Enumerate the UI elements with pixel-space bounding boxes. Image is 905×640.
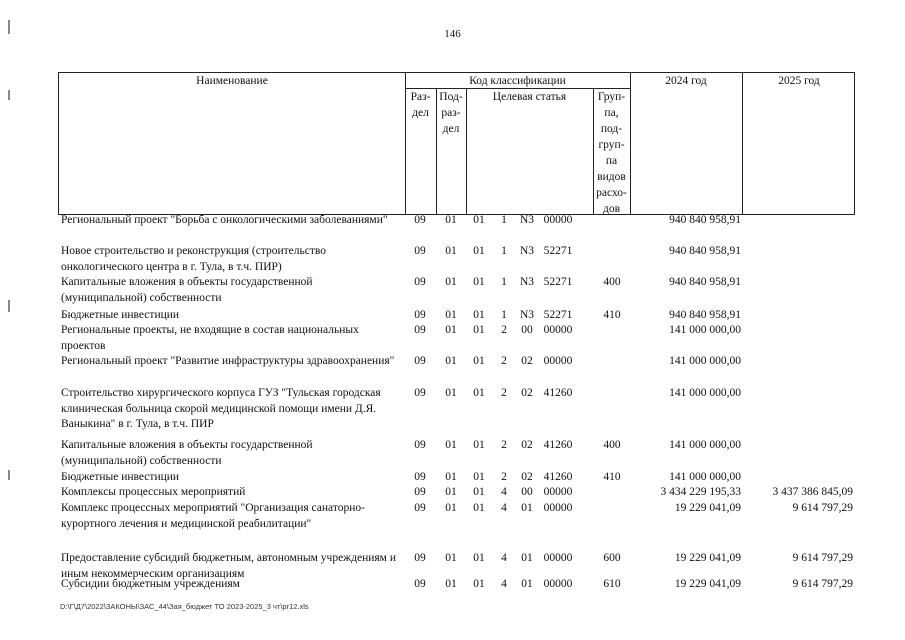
row-cs3: 01 bbox=[521, 552, 533, 564]
row-cs3: 02 bbox=[521, 355, 533, 367]
row-cs4: 00000 bbox=[543, 324, 573, 336]
row-2025-amount: 9 614 797,29 bbox=[792, 578, 853, 590]
row-cs3: 02 bbox=[521, 471, 533, 483]
row-cs3: 01 bbox=[521, 502, 533, 514]
row-name: Комплексы процессных мероприятий bbox=[61, 486, 246, 498]
header-section: Раз- дел bbox=[410, 91, 431, 119]
margin-mark bbox=[8, 470, 10, 480]
row-podrazdel: 01 bbox=[445, 324, 457, 336]
row-cs1: 01 bbox=[473, 439, 485, 451]
row-vid: 410 bbox=[603, 471, 621, 483]
page-number: 146 bbox=[444, 28, 461, 40]
row-cs2: 1 bbox=[501, 245, 507, 257]
row-podrazdel: 01 bbox=[445, 439, 457, 451]
row-vid: 400 bbox=[603, 439, 621, 451]
row-cs1: 01 bbox=[473, 486, 485, 498]
row-vid: 400 bbox=[603, 276, 621, 288]
header-expense-group: Груп- па, под- груп- па видов расхо- дов bbox=[596, 91, 627, 215]
margin-mark bbox=[8, 90, 10, 100]
row-podrazdel: 01 bbox=[445, 214, 457, 226]
row-vid: 410 bbox=[603, 309, 621, 321]
header-code: Код классификации bbox=[469, 75, 566, 87]
row-podrazdel: 01 bbox=[445, 245, 457, 257]
row-name: Бюджетные инвестиции bbox=[61, 309, 180, 321]
row-podrazdel: 01 bbox=[445, 552, 457, 564]
row-cs3: 00 bbox=[521, 324, 533, 336]
row-2025-amount: 3 437 386 845,09 bbox=[772, 486, 853, 498]
row-cs3: N3 bbox=[519, 214, 535, 226]
row-cs2: 2 bbox=[501, 387, 507, 399]
row-cs4: 00000 bbox=[543, 578, 573, 590]
row-2025-amount: 9 614 797,29 bbox=[792, 552, 853, 564]
row-name: Капитальные вложения в объекты государственной (муниципальной) собственности bbox=[61, 439, 313, 467]
row-razdel: 09 bbox=[414, 276, 426, 288]
row-cs4: 41260 bbox=[543, 439, 573, 451]
row-cs3: 02 bbox=[521, 387, 533, 399]
row-cs1: 01 bbox=[473, 578, 485, 590]
row-razdel: 09 bbox=[414, 502, 426, 514]
row-razdel: 09 bbox=[414, 245, 426, 257]
row-podrazdel: 01 bbox=[445, 502, 457, 514]
row-name: Капитальные вложения в объекты государственной (муниципальной) собственности bbox=[61, 276, 313, 304]
row-cs4: 52271 bbox=[543, 245, 573, 257]
row-cs3: N3 bbox=[519, 276, 535, 288]
row-name: Региональные проекты, не входящие в состав национальных проектов bbox=[61, 324, 359, 352]
row-cs3: 00 bbox=[521, 486, 533, 498]
row-razdel: 09 bbox=[414, 471, 426, 483]
row-2024-amount: 19 229 041,09 bbox=[674, 578, 741, 590]
row-razdel: 09 bbox=[414, 214, 426, 226]
row-2024-amount: 141 000 000,00 bbox=[669, 355, 741, 367]
table-header bbox=[58, 72, 855, 215]
row-cs1: 01 bbox=[473, 387, 485, 399]
header-subsection: Под- раз- дел bbox=[439, 91, 463, 135]
row-cs1: 01 bbox=[473, 309, 485, 321]
row-cs1: 01 bbox=[473, 471, 485, 483]
row-razdel: 09 bbox=[414, 486, 426, 498]
row-cs2: 1 bbox=[501, 276, 507, 288]
row-vid: 610 bbox=[603, 578, 621, 590]
row-razdel: 09 bbox=[414, 552, 426, 564]
row-2024-amount: 940 840 958,91 bbox=[669, 309, 741, 321]
row-cs1: 01 bbox=[473, 502, 485, 514]
row-razdel: 09 bbox=[414, 387, 426, 399]
row-name: Строительство хирургического корпуса ГУЗ "Тульская городская клиническая больница скорой медицинской помощи имени Д.Я. Ваныкина" в г. Тула, в т.ч. ПИР bbox=[61, 387, 381, 430]
row-cs1: 01 bbox=[473, 276, 485, 288]
row-podrazdel: 01 bbox=[445, 471, 457, 483]
row-name: Региональный проект "Борьба с онкологическими заболеваниями" bbox=[61, 214, 388, 226]
row-cs4: 52271 bbox=[543, 276, 573, 288]
row-name: Предоставление субсидий бюджетным, автономным учреждениям и иным некоммерческим организациям bbox=[61, 552, 396, 580]
row-cs3: 01 bbox=[521, 578, 533, 590]
row-cs2: 2 bbox=[501, 355, 507, 367]
row-podrazdel: 01 bbox=[445, 387, 457, 399]
row-cs4: 00000 bbox=[543, 552, 573, 564]
row-cs4: 41260 bbox=[543, 387, 573, 399]
row-cs3: 02 bbox=[521, 439, 533, 451]
row-name: Комплекс процессных мероприятий "Организация санаторно-курортного лечения и медицинской реабилитации" bbox=[61, 502, 365, 530]
row-cs1: 01 bbox=[473, 552, 485, 564]
row-cs4: 00000 bbox=[543, 502, 573, 514]
row-cs4: 00000 bbox=[543, 486, 573, 498]
header-year-2024: 2024 год bbox=[665, 75, 707, 87]
row-cs4: 00000 bbox=[543, 355, 573, 367]
row-razdel: 09 bbox=[414, 355, 426, 367]
row-2024-amount: 19 229 041,09 bbox=[674, 552, 741, 564]
row-vid: 600 bbox=[603, 552, 621, 564]
row-cs2: 2 bbox=[501, 324, 507, 336]
row-name: Бюджетные инвестиции bbox=[61, 471, 180, 483]
row-2024-amount: 3 434 229 195,33 bbox=[660, 486, 741, 498]
row-2024-amount: 141 000 000,00 bbox=[669, 324, 741, 336]
row-cs2: 4 bbox=[501, 502, 507, 514]
row-cs2: 1 bbox=[501, 309, 507, 321]
row-2024-amount: 940 840 958,91 bbox=[669, 214, 741, 226]
row-cs2: 2 bbox=[501, 439, 507, 451]
row-cs1: 01 bbox=[473, 245, 485, 257]
row-name: Субсидии бюджетным учреждениям bbox=[61, 578, 240, 590]
row-2024-amount: 940 840 958,91 bbox=[669, 245, 741, 257]
row-cs3: N3 bbox=[519, 309, 535, 321]
row-cs4: 52271 bbox=[543, 309, 573, 321]
row-name: Региональный проект "Развитие инфраструктуры здравоохранения" bbox=[61, 355, 395, 367]
row-razdel: 09 bbox=[414, 324, 426, 336]
header-target-article: Целевая статья bbox=[492, 91, 567, 103]
row-podrazdel: 01 bbox=[445, 486, 457, 498]
row-2024-amount: 940 840 958,91 bbox=[669, 276, 741, 288]
row-2024-amount: 141 000 000,00 bbox=[669, 387, 741, 399]
row-cs1: 01 bbox=[473, 214, 485, 226]
margin-mark bbox=[8, 20, 10, 34]
budget-table bbox=[58, 72, 855, 590]
row-cs2: 4 bbox=[501, 552, 507, 564]
row-razdel: 09 bbox=[414, 578, 426, 590]
row-2025-amount: 9 614 797,29 bbox=[792, 502, 853, 514]
row-name: Новое строительство и реконструкция (строительство онкологического центра в г. Тула, в т.ч. ПИР) bbox=[61, 245, 326, 273]
row-2024-amount: 19 229 041,09 bbox=[674, 502, 741, 514]
row-2024-amount: 141 000 000,00 bbox=[669, 471, 741, 483]
row-cs4: 00000 bbox=[543, 214, 573, 226]
row-cs4: 41260 bbox=[543, 471, 573, 483]
row-cs2: 2 bbox=[501, 471, 507, 483]
row-cs2: 1 bbox=[501, 214, 507, 226]
header-name: Наименование bbox=[196, 75, 268, 87]
row-cs1: 01 bbox=[473, 324, 485, 336]
row-cs2: 4 bbox=[501, 486, 507, 498]
row-razdel: 09 bbox=[414, 439, 426, 451]
row-podrazdel: 01 bbox=[445, 276, 457, 288]
file-path: D:\Г\Д7\2022\ЗАКОНЫ\ЗАС_44\Зая_бюджет ТО 2023-2025_3 чт\pr12.xls bbox=[60, 602, 309, 611]
margin-mark bbox=[8, 300, 10, 312]
row-cs3: N3 bbox=[519, 245, 535, 257]
row-cs2: 4 bbox=[501, 578, 507, 590]
row-cs1: 01 bbox=[473, 355, 485, 367]
header-year-2025: 2025 год bbox=[778, 75, 820, 87]
row-podrazdel: 01 bbox=[445, 578, 457, 590]
row-razdel: 09 bbox=[414, 309, 426, 321]
row-podrazdel: 01 bbox=[445, 355, 457, 367]
row-2024-amount: 141 000 000,00 bbox=[669, 439, 741, 451]
row-podrazdel: 01 bbox=[445, 309, 457, 321]
